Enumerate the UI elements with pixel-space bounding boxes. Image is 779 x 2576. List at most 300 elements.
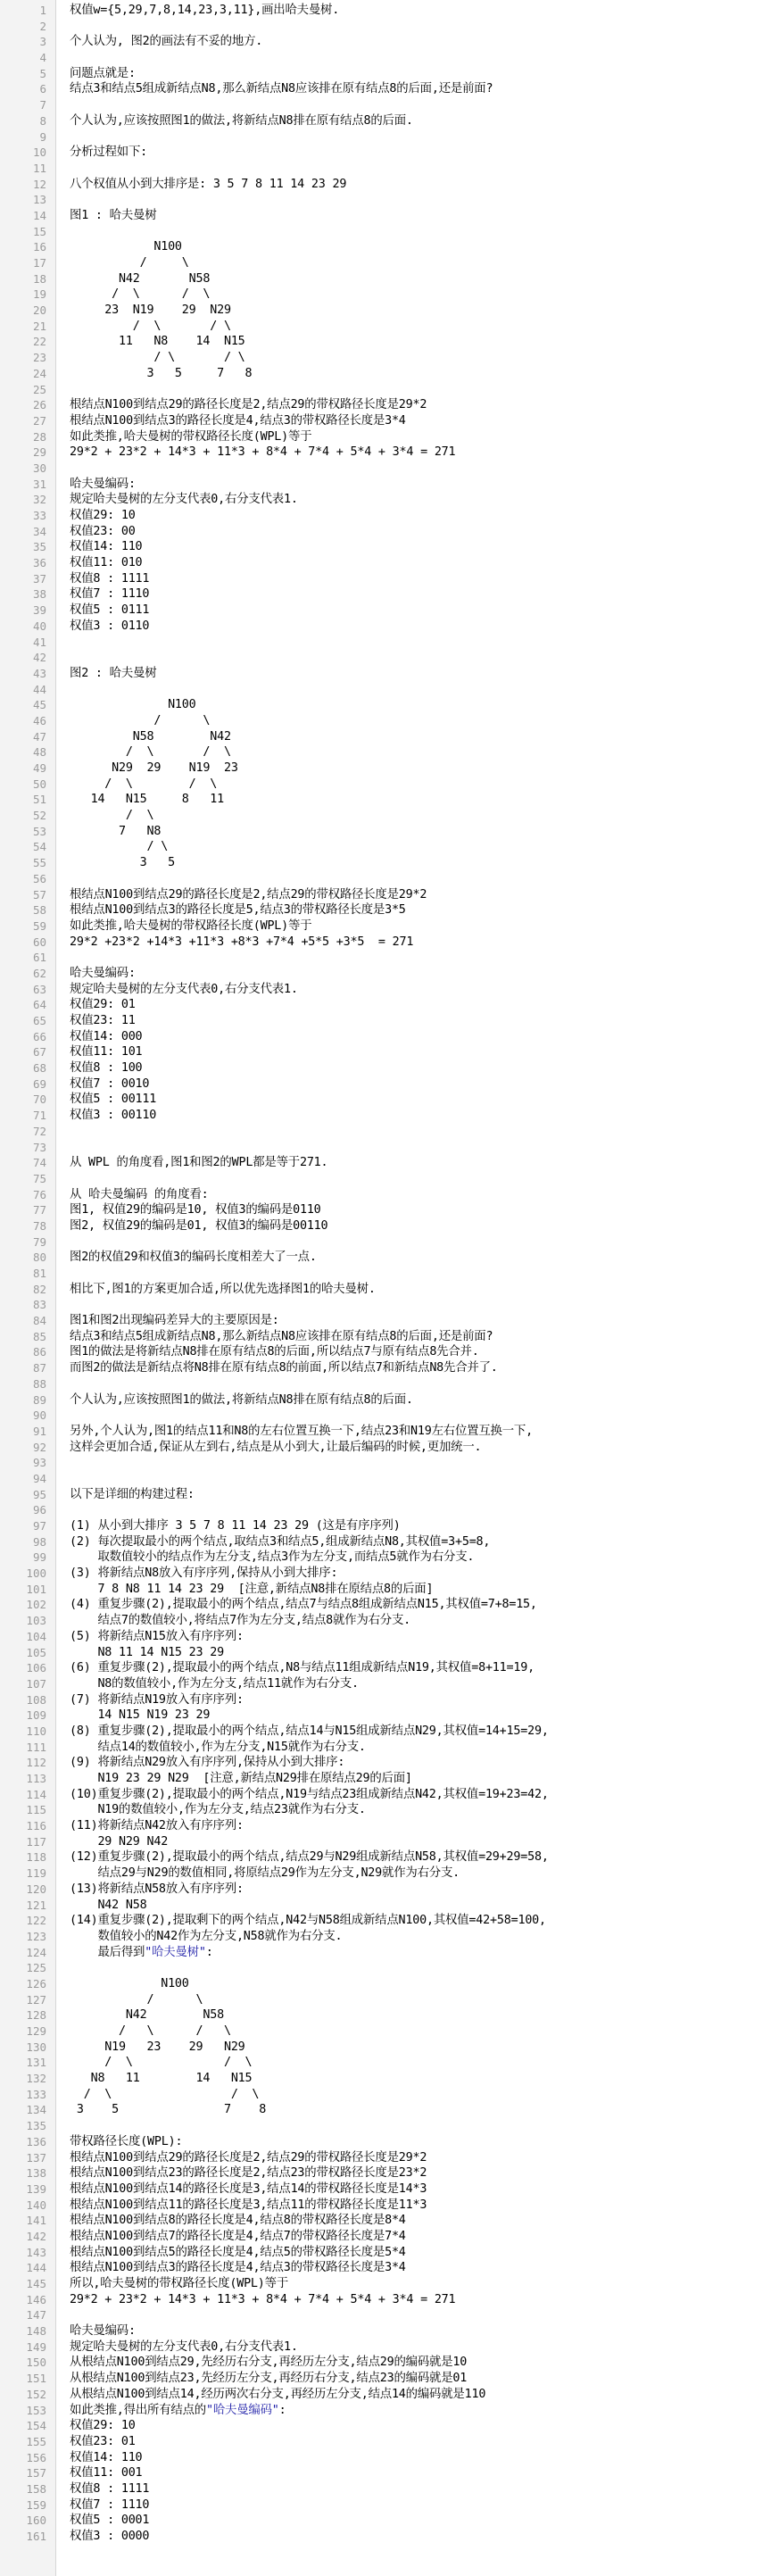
code-line bbox=[0, 2118, 779, 2134]
code-content bbox=[0, 3, 779, 2545]
line-text: 权值29: 10 bbox=[70, 2419, 136, 2433]
line-text: (7) 将新结点N19放入有序序列: bbox=[70, 1692, 244, 1707]
line-number: 20 bbox=[32, 303, 46, 318]
line-number: 112 bbox=[26, 1756, 46, 1770]
line-number: 71 bbox=[32, 1109, 46, 1123]
line-number: 73 bbox=[32, 1140, 46, 1154]
line-text: 29 N29 N42 bbox=[70, 1834, 169, 1849]
code-line bbox=[0, 2465, 779, 2481]
line-number: 92 bbox=[32, 1440, 46, 1454]
code-line bbox=[0, 255, 779, 271]
line-number: 103 bbox=[26, 1614, 46, 1628]
line-number: 11 bbox=[32, 161, 46, 175]
line-number: 3 bbox=[39, 35, 46, 49]
code-line bbox=[0, 1818, 779, 1834]
code-line bbox=[0, 1044, 779, 1060]
code-line bbox=[0, 1660, 779, 1676]
line-number: 64 bbox=[32, 998, 46, 1012]
code-line bbox=[0, 192, 779, 208]
line-text: 从根结点N100到结点23,先经历左分支,再经历右分支,结点23的编码就是01 bbox=[70, 2372, 468, 2386]
code-line bbox=[0, 1787, 779, 1803]
line-number: 80 bbox=[32, 1251, 46, 1265]
code-line bbox=[0, 713, 779, 729]
line-text: 14 N15 8 11 bbox=[70, 793, 224, 807]
code-line bbox=[0, 555, 779, 571]
line-number: 144 bbox=[26, 2261, 46, 2275]
line-text: 哈夫曼编码: bbox=[70, 2324, 136, 2339]
code-line bbox=[0, 918, 779, 935]
code-line bbox=[0, 1440, 779, 1456]
line-text: 权值3 : 00110 bbox=[70, 1109, 157, 1123]
line-number: 138 bbox=[26, 2166, 46, 2181]
code-line bbox=[0, 1124, 779, 1140]
line-number: 104 bbox=[26, 1629, 46, 1643]
code-line bbox=[0, 1692, 779, 1708]
line-text: 根结点N100到结点29的路径长度是2,结点29的带权路径长度是29*2 bbox=[70, 2150, 427, 2165]
line-number: 99 bbox=[32, 1550, 46, 1565]
code-line bbox=[0, 1455, 779, 1471]
line-number: 65 bbox=[32, 1014, 46, 1027]
code-line bbox=[0, 1534, 779, 1550]
code-line bbox=[0, 1471, 779, 1487]
line-number: 129 bbox=[26, 2024, 46, 2038]
line-text: 根结点N100到结点3的路径长度是5,结点3的带权路径长度是3*5 bbox=[70, 903, 406, 918]
line-text: N8 11 14 N15 bbox=[70, 2072, 253, 2086]
line-text: 29*2 + 23*2 + 14*3 + 11*3 + 8*4 + 7*4 + 5*4 + 3*4 = 271 bbox=[70, 445, 456, 460]
line-text: N100 bbox=[70, 698, 196, 712]
line-text: 权值7 : 1110 bbox=[70, 2497, 150, 2512]
code-line bbox=[0, 650, 779, 666]
line-number: 50 bbox=[32, 777, 46, 791]
line-number: 117 bbox=[26, 1834, 46, 1849]
code-line bbox=[0, 1266, 779, 1282]
line-text: N19 23 29 N29 bbox=[70, 2040, 245, 2054]
line-text: 而图2的做法是新结点将N8排在原有结点8的前面,所以结点7和新结点N8先合并了. bbox=[70, 1361, 498, 1375]
code-line bbox=[0, 1518, 779, 1534]
line-text: 结点3和结点5组成新结点N8,那么新结点N8应该排在原有结点8的后面,还是前面? bbox=[70, 1329, 493, 1343]
line-number: 34 bbox=[32, 524, 46, 538]
code-line bbox=[0, 334, 779, 350]
code-line bbox=[0, 1755, 779, 1771]
line-number: 75 bbox=[32, 1171, 46, 1185]
code-line bbox=[0, 1234, 779, 1251]
code-line bbox=[0, 2150, 779, 2166]
line-text: / \ / \ bbox=[70, 745, 231, 760]
line-number: 110 bbox=[26, 1724, 46, 1738]
line-text: (14)重复步骤(2),提取剩下的两个结点,N42与N58组成新结点N100,其权值=42+58=100, bbox=[70, 1914, 546, 1928]
line-text: 分析过程如下: bbox=[70, 145, 148, 160]
line-number: 125 bbox=[26, 1961, 46, 1975]
line-number: 30 bbox=[32, 461, 46, 475]
code-line bbox=[0, 982, 779, 998]
code-line bbox=[0, 2450, 779, 2466]
code-line bbox=[0, 1250, 779, 1266]
code-line bbox=[0, 1282, 779, 1298]
line-number: 72 bbox=[32, 1124, 46, 1138]
line-text: 图1和图2出现编码差异大的主要原因是: bbox=[70, 1314, 279, 1328]
line-number: 70 bbox=[32, 1093, 46, 1107]
line-text: 根结点N100到结点29的路径长度是2,结点29的带权路径长度是29*2 bbox=[70, 887, 427, 902]
line-text: 个人认为,应该按照图1的做法,将新结点N8排在原有结点8的后面. bbox=[70, 113, 413, 128]
code-line bbox=[0, 461, 779, 477]
line-text: / \ / \ bbox=[70, 2087, 260, 2101]
line-number: 105 bbox=[26, 1645, 46, 1659]
line-text: (8) 重复步骤(2),提取最小的两个结点,结点14与N15组成新结点N29,其权值=14+15=29, bbox=[70, 1724, 549, 1738]
line-text: 根结点N100到结点3的路径长度是4,结点3的带权路径长度是3*4 bbox=[70, 2261, 406, 2275]
line-text: / \ / \ bbox=[70, 319, 231, 333]
code-line bbox=[0, 887, 779, 903]
code-line bbox=[0, 492, 779, 508]
line-text: 权值7 : 0010 bbox=[70, 1076, 150, 1091]
code-line bbox=[0, 1802, 779, 1818]
code-line bbox=[0, 744, 779, 760]
line-text: 根结点N100到结点29的路径长度是2,结点29的带权路径长度是29*2 bbox=[70, 398, 427, 412]
line-text: 29*2 +23*2 +14*3 +11*3 +8*3 +7*4 +5*5 +3*5 = 271 bbox=[70, 935, 414, 949]
line-number: 57 bbox=[32, 887, 46, 902]
line-text: 规定哈夫曼树的左分支代表0,右分支代表1. bbox=[70, 2339, 298, 2354]
code-line bbox=[0, 1187, 779, 1203]
line-text: 根结点N100到结点5的路径长度是4,结点5的带权路径长度是5*4 bbox=[70, 2245, 406, 2259]
code-line bbox=[0, 902, 779, 918]
code-line bbox=[0, 729, 779, 745]
line-text: N42 N58 bbox=[70, 2008, 224, 2023]
line-text: N42 N58 bbox=[70, 271, 211, 286]
line-text: 权值14: 000 bbox=[70, 1029, 143, 1043]
code-line bbox=[0, 2371, 779, 2387]
line-number: 151 bbox=[26, 2372, 46, 2386]
line-text: 根结点N100到结点8的路径长度是4,结点8的带权路径长度是8*4 bbox=[70, 2214, 406, 2228]
line-number: 14 bbox=[32, 208, 46, 222]
line-number: 8 bbox=[39, 113, 46, 128]
line-text: 3 5 7 8 bbox=[70, 2103, 267, 2117]
code-line bbox=[0, 1155, 779, 1171]
line-number: 40 bbox=[32, 619, 46, 633]
line-number: 94 bbox=[32, 1471, 46, 1485]
code-line bbox=[0, 477, 779, 493]
code-line bbox=[0, 2497, 779, 2514]
line-text: 权值8 : 100 bbox=[70, 1061, 143, 1076]
line-text: N42 N58 bbox=[70, 1898, 147, 1912]
line-number: 111 bbox=[26, 1740, 46, 1754]
line-text: 从根结点N100到结点14,经历两次右分支,再经历左分支,结点14的编码就是110 bbox=[70, 2387, 486, 2401]
code-line bbox=[0, 382, 779, 398]
code-line bbox=[0, 2481, 779, 2497]
code-line bbox=[0, 935, 779, 951]
code-line bbox=[0, 839, 779, 855]
line-number: 52 bbox=[32, 809, 46, 823]
code-line bbox=[0, 97, 779, 113]
line-number: 98 bbox=[32, 1534, 46, 1549]
line-text: 结点29与N29的数值相同,将原结点29作为左分支,N29就作为右分支. bbox=[70, 1866, 460, 1881]
line-number: 78 bbox=[32, 1218, 46, 1233]
line-number: 101 bbox=[26, 1582, 46, 1596]
line-text: / \ / \ bbox=[70, 777, 218, 791]
line-number: 89 bbox=[32, 1392, 46, 1407]
line-text: / \ bbox=[70, 840, 169, 854]
line-number: 33 bbox=[32, 509, 46, 522]
line-text: 权值23: 01 bbox=[70, 2434, 136, 2448]
line-text: 权值5 : 0111 bbox=[70, 603, 150, 618]
line-number: 120 bbox=[26, 1882, 46, 1896]
line-number: 84 bbox=[32, 1314, 46, 1328]
line-text: 哈夫曼编码: bbox=[70, 966, 136, 980]
line-number: 85 bbox=[32, 1329, 46, 1343]
line-number: 123 bbox=[26, 1929, 46, 1943]
line-number: 115 bbox=[26, 1803, 46, 1817]
line-number: 161 bbox=[26, 2530, 46, 2543]
code-line bbox=[0, 619, 779, 635]
line-text: / \ / \ bbox=[70, 2024, 231, 2038]
line-text: 权值23: 11 bbox=[70, 1014, 136, 1027]
line-number: 47 bbox=[32, 729, 46, 744]
line-text: 3 5 7 8 bbox=[70, 366, 253, 380]
line-number: 106 bbox=[26, 1661, 46, 1675]
line-text: (12)重复步骤(2),提取最小的两个结点,结点29与N29组成新结点N58,其权值=29+29=58, bbox=[70, 1850, 549, 1865]
line-number: 124 bbox=[26, 1945, 46, 1959]
line-number: 96 bbox=[32, 1503, 46, 1517]
line-text: 从 WPL 的角度看,图1和图2的WPL都是等于271. bbox=[70, 1156, 328, 1170]
line-number: 63 bbox=[32, 982, 46, 996]
code-line bbox=[0, 2165, 779, 2181]
line-number: 150 bbox=[26, 2356, 46, 2370]
line-number: 13 bbox=[32, 193, 46, 207]
code-line bbox=[0, 1171, 779, 1187]
line-number: 160 bbox=[26, 2514, 46, 2528]
line-number: 51 bbox=[32, 793, 46, 807]
line-text: 从 哈夫曼编码 的角度看: bbox=[70, 1187, 209, 1201]
line-number: 39 bbox=[32, 603, 46, 618]
code-line bbox=[0, 303, 779, 319]
line-number: 157 bbox=[26, 2466, 46, 2480]
line-text: (5) 将新结点N15放入有序序列: bbox=[70, 1629, 244, 1643]
line-number: 27 bbox=[32, 413, 46, 428]
line-number: 58 bbox=[32, 903, 46, 918]
code-line bbox=[0, 2040, 779, 2056]
line-number: 66 bbox=[32, 1029, 46, 1043]
code-line bbox=[0, 129, 779, 145]
line-text: 权值5 : 0001 bbox=[70, 2514, 150, 2528]
line-number: 79 bbox=[32, 1234, 46, 1249]
line-number: 133 bbox=[26, 2087, 46, 2101]
line-text: 图2, 权值29的编码是01, 权值3的编码是00110 bbox=[70, 1218, 328, 1233]
line-number: 130 bbox=[26, 2040, 46, 2054]
line-text: 权值3 : 0000 bbox=[70, 2530, 150, 2543]
code-line bbox=[0, 1408, 779, 1424]
line-number: 29 bbox=[32, 445, 46, 460]
line-number: 102 bbox=[26, 1598, 46, 1612]
code-line bbox=[0, 350, 779, 366]
line-text: (1) 从小到大排序 3 5 7 8 11 14 23 29 (这是有序序列) bbox=[70, 1519, 401, 1533]
line-number: 136 bbox=[26, 2134, 46, 2148]
code-line bbox=[0, 145, 779, 161]
line-number: 67 bbox=[32, 1045, 46, 1059]
line-text: / \ / \ bbox=[70, 2056, 253, 2070]
line-text: / \ bbox=[70, 256, 189, 270]
line-number: 26 bbox=[32, 398, 46, 412]
line-text: N100 bbox=[70, 240, 182, 254]
line-number: 135 bbox=[26, 2119, 46, 2133]
code-line bbox=[0, 2087, 779, 2103]
line-number: 46 bbox=[32, 713, 46, 727]
code-line bbox=[0, 429, 779, 445]
line-text: 权值7 : 1110 bbox=[70, 587, 150, 602]
line-text: 权值5 : 00111 bbox=[70, 1093, 157, 1107]
code-line bbox=[0, 1676, 779, 1692]
line-text: 哈夫曼编码: bbox=[70, 477, 136, 491]
line-number: 107 bbox=[26, 1676, 46, 1691]
line-text: (10)重复步骤(2),提取最小的两个结点,N19与结点23组成新结点N42,其权值=19+23=42, bbox=[70, 1787, 549, 1801]
line-number: 118 bbox=[26, 1850, 46, 1865]
code-line bbox=[0, 66, 779, 82]
code-line bbox=[0, 1849, 779, 1866]
line-number: 158 bbox=[26, 2481, 46, 2496]
line-number: 147 bbox=[26, 2308, 46, 2323]
line-text: 权值29: 10 bbox=[70, 509, 136, 522]
code-line bbox=[0, 1013, 779, 1029]
line-text: 权值14: 110 bbox=[70, 2450, 143, 2464]
line-text: 11 N8 14 N15 bbox=[70, 335, 245, 349]
code-line bbox=[0, 2513, 779, 2529]
code-line bbox=[0, 1092, 779, 1108]
line-number: 21 bbox=[32, 319, 46, 333]
line-text: 根结点N100到结点7的路径长度是4,结点7的带权路径长度是7*4 bbox=[70, 2229, 406, 2243]
line-number: 32 bbox=[32, 493, 46, 507]
code-line bbox=[0, 1913, 779, 1929]
code-line bbox=[0, 2071, 779, 2087]
line-text: 规定哈夫曼树的左分支代表0,右分支代表1. bbox=[70, 493, 298, 507]
line-number: 83 bbox=[32, 1298, 46, 1312]
line-number: 146 bbox=[26, 2292, 46, 2306]
line-number: 5 bbox=[39, 66, 46, 80]
line-number: 59 bbox=[32, 918, 46, 933]
line-number: 143 bbox=[26, 2245, 46, 2259]
code-line bbox=[0, 271, 779, 287]
code-line bbox=[0, 81, 779, 97]
line-number: 81 bbox=[32, 1267, 46, 1280]
line-number: 77 bbox=[32, 1203, 46, 1217]
line-text: N19 23 29 N29 [注意,新结点N29排在原结点29的后面] bbox=[70, 1772, 412, 1785]
code-line bbox=[0, 2529, 779, 2545]
code-line bbox=[0, 1834, 779, 1850]
code-line bbox=[0, 1708, 779, 1724]
code-line bbox=[0, 397, 779, 413]
code-line bbox=[0, 1898, 779, 1914]
code-line bbox=[0, 366, 779, 382]
line-text: / \ bbox=[70, 809, 154, 823]
line-text: 14 N15 N19 23 29 bbox=[70, 1708, 211, 1723]
line-number: 60 bbox=[32, 935, 46, 949]
code-line bbox=[0, 777, 779, 793]
line-text: 最后得到"哈夫曼树": bbox=[70, 1945, 213, 1959]
code-line bbox=[0, 1582, 779, 1598]
code-line bbox=[0, 682, 779, 698]
line-number: 12 bbox=[32, 177, 46, 191]
code-line bbox=[0, 2229, 779, 2245]
code-line bbox=[0, 2403, 779, 2419]
line-text: 相比下,图1的方案更加合适,所以优先选择图1的哈夫曼树. bbox=[70, 1282, 376, 1296]
line-text: 如此类推,得出所有结点的"哈夫曼编码": bbox=[70, 2403, 286, 2417]
line-text: 数值较小的N42作为左分支,N58就作为右分支. bbox=[70, 1929, 343, 1943]
code-line bbox=[0, 1929, 779, 1945]
code-line bbox=[0, 445, 779, 461]
line-number: 127 bbox=[26, 1992, 46, 2007]
line-number: 53 bbox=[32, 824, 46, 838]
line-number: 22 bbox=[32, 335, 46, 349]
line-number: 36 bbox=[32, 556, 46, 570]
line-text: (3) 将新结点N8放入有序序列,保持从小到大排序: bbox=[70, 1566, 338, 1581]
code-line bbox=[0, 1329, 779, 1345]
code-line bbox=[0, 1376, 779, 1392]
line-text: 结点7的数值较小,将结点7作为左分支,结点8就作为右分支. bbox=[70, 1614, 411, 1628]
line-text: N8 11 14 N15 23 29 bbox=[70, 1645, 224, 1659]
code-line bbox=[0, 2134, 779, 2150]
code-line bbox=[0, 224, 779, 240]
code-line bbox=[0, 413, 779, 429]
code-line bbox=[0, 824, 779, 840]
line-text: 权值8 : 1111 bbox=[70, 2481, 150, 2496]
line-text: 权值w={5,29,7,8,14,23,3,11},画出哈夫曼树. bbox=[70, 4, 340, 17]
line-number: 116 bbox=[26, 1819, 46, 1833]
line-number: 31 bbox=[32, 477, 46, 491]
line-number: 38 bbox=[32, 587, 46, 602]
code-line bbox=[0, 2323, 779, 2339]
line-text: 7 N8 bbox=[70, 824, 162, 838]
line-number: 61 bbox=[32, 951, 46, 965]
line-text: 29*2 + 23*2 + 14*3 + 11*3 + 8*4 + 7*4 + 5*4 + 3*4 = 271 bbox=[70, 2292, 456, 2306]
line-number: 142 bbox=[26, 2229, 46, 2243]
line-number: 145 bbox=[26, 2277, 46, 2290]
line-number: 159 bbox=[26, 2497, 46, 2512]
line-number: 152 bbox=[26, 2387, 46, 2401]
code-line bbox=[0, 508, 779, 524]
line-number: 131 bbox=[26, 2056, 46, 2070]
line-text: N19的数值较小,作为左分支,结点23就作为右分支. bbox=[70, 1803, 366, 1817]
line-text: 如此类推,哈夫曼树的带权路径长度(WPL)等于 bbox=[70, 918, 312, 933]
line-number: 23 bbox=[32, 351, 46, 365]
code-line bbox=[0, 871, 779, 887]
line-text: 权值11: 010 bbox=[70, 556, 143, 570]
line-number: 15 bbox=[32, 224, 46, 238]
line-number: 25 bbox=[32, 382, 46, 396]
line-number: 87 bbox=[32, 1361, 46, 1375]
code-line bbox=[0, 113, 779, 129]
code-line bbox=[0, 2260, 779, 2276]
code-line bbox=[0, 1140, 779, 1156]
code-line bbox=[0, 1566, 779, 1582]
line-number: 141 bbox=[26, 2214, 46, 2228]
code-line bbox=[0, 635, 779, 651]
line-text: 从根结点N100到结点29,先经历右分支,再经历左分支,结点29的编码就是10 bbox=[70, 2356, 468, 2370]
line-text: 权值23: 00 bbox=[70, 524, 136, 538]
code-line bbox=[0, 1645, 779, 1661]
code-line bbox=[0, 1029, 779, 1045]
code-line bbox=[0, 2418, 779, 2434]
code-line bbox=[0, 524, 779, 540]
code-line bbox=[0, 2387, 779, 2403]
line-number: 156 bbox=[26, 2450, 46, 2464]
code-line bbox=[0, 2307, 779, 2323]
line-text: 所以,哈夫曼树的带权路径长度(WPL)等于 bbox=[70, 2277, 289, 2290]
code-line bbox=[0, 2276, 779, 2292]
line-number: 54 bbox=[32, 840, 46, 854]
line-number: 90 bbox=[32, 1408, 46, 1423]
line-text: 结点3和结点5组成新结点N8,那么新结点N8应该排在原有结点8的后面,还是前面? bbox=[70, 82, 493, 96]
code-line bbox=[0, 997, 779, 1013]
line-text: 结点14的数值较小,作为左分支,N15就作为右分支. bbox=[70, 1740, 366, 1754]
line-number: 86 bbox=[32, 1345, 46, 1359]
line-number: 48 bbox=[32, 745, 46, 760]
line-number: 68 bbox=[32, 1061, 46, 1076]
